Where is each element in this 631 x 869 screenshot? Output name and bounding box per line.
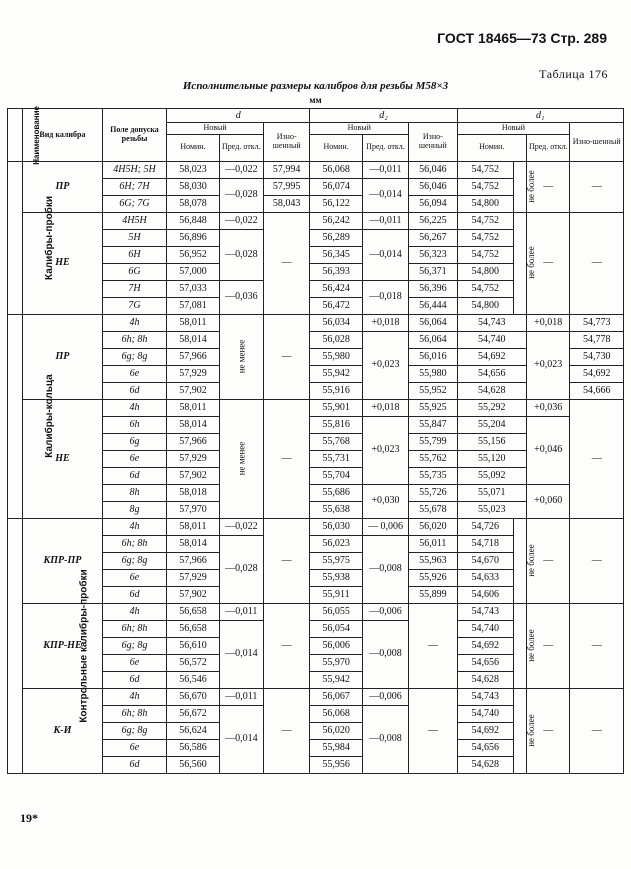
table-cell: 56,034: [310, 314, 362, 331]
table-cell: 6g; 8g: [102, 722, 167, 739]
table-cell: 54,628: [457, 671, 513, 688]
table-row: [8, 688, 624, 705]
units-label: мм: [309, 95, 322, 105]
table-cell: 56,006: [310, 637, 362, 654]
table-row: [8, 161, 624, 178]
table-cell: 6G: [102, 263, 167, 280]
page-header: ГОСТ 18465—73 Стр. 289: [437, 30, 607, 46]
table-cell: 56,046: [409, 161, 457, 178]
table-cell: —0,028: [219, 178, 263, 212]
table-cell: 54,726: [457, 518, 513, 535]
table-cell: 56,067: [310, 688, 362, 705]
table-cell: 56,424: [310, 280, 362, 297]
d-nom-header: Номин.: [167, 134, 219, 161]
table-cell: +0,018: [362, 314, 408, 331]
table-cell: 56,225: [409, 212, 457, 229]
gauge-type: КПР-НЕ: [23, 603, 103, 688]
table-cell: 55,963: [409, 552, 457, 569]
table-cell: 6h; 8h: [102, 331, 167, 348]
page-footer: 19*: [20, 811, 38, 825]
table-cell: 55,916: [310, 382, 362, 399]
table-cell: —: [263, 688, 309, 773]
table-cell: 54,740: [457, 331, 527, 348]
table-cell: 55,762: [409, 450, 457, 467]
table-cell: 57,000: [167, 263, 219, 280]
table-cell: 6d: [102, 382, 167, 399]
tol-header: Поле допуска резьбы: [102, 109, 167, 162]
table-cell: 56,122: [310, 195, 362, 212]
table-cell: 56,055: [310, 603, 362, 620]
table-cell: 58,023: [167, 161, 219, 178]
table-cell: 56,560: [167, 756, 219, 773]
table-cell: +0,046: [527, 416, 570, 484]
table-cell: 54,628: [457, 382, 527, 399]
table-cell: +0,036: [527, 399, 570, 416]
d1-new-header: Новый: [457, 123, 570, 135]
table-cell: 54,743: [457, 603, 513, 620]
d-pred-header: Пред. откл.: [219, 134, 263, 161]
table-row: Калибры-кольца ПР 4h 58,011 не менее — 56,034 +0,018 56,064 54,743 +0,018 54,773: [8, 314, 624, 331]
table-cell: —0,036: [219, 280, 263, 314]
table-cell: 55,768: [310, 433, 362, 450]
table-cell: 4h: [102, 399, 167, 416]
table-cell: 56,289: [310, 229, 362, 246]
table-cell: 54,743: [457, 688, 513, 705]
d2-header: d₂: [310, 109, 457, 123]
table-cell: —: [527, 161, 570, 212]
table-cell: 55,686: [310, 484, 362, 501]
table-cell: 56,624: [167, 722, 219, 739]
table-cell: —0,011: [219, 603, 263, 620]
table-cell: 6g: [102, 433, 167, 450]
table-cell: — 0,006: [362, 518, 408, 535]
d2-new-header: Новый: [310, 123, 409, 135]
table-cell: 54,606: [457, 586, 513, 603]
table-cell: 56,064: [409, 314, 457, 331]
table-cell: —: [570, 161, 624, 212]
table-cell: —: [409, 688, 457, 773]
note-cell: не более: [513, 161, 526, 212]
table-cell: —: [570, 518, 624, 603]
table-cell: 55,975: [310, 552, 362, 569]
table-cell: —0,028: [219, 229, 263, 280]
gauge-type: ПР: [23, 314, 103, 399]
table-cell: —: [527, 688, 570, 773]
table-cell: 54,752: [457, 178, 513, 195]
table-cell: —0,014: [362, 178, 408, 212]
table-cell: 56,016: [409, 348, 457, 365]
table-cell: 57,902: [167, 382, 219, 399]
table-cell: 56,586: [167, 739, 219, 756]
table-cell: 56,046: [409, 178, 457, 195]
table-cell: 6h: [102, 416, 167, 433]
table-cell: 56,323: [409, 246, 457, 263]
table-cell: 6e: [102, 569, 167, 586]
table-cell: 56,848: [167, 212, 219, 229]
table-cell: 6H: [102, 246, 167, 263]
table-cell: 4h: [102, 314, 167, 331]
table-cell: 55,735: [409, 467, 457, 484]
gauge-type: НЕ: [23, 399, 103, 518]
table-cell: 54,740: [457, 705, 513, 722]
table-cell: 7H: [102, 280, 167, 297]
table-cell: +0,018: [527, 314, 570, 331]
table-cell: 55,638: [310, 501, 362, 518]
table-cell: —0,018: [362, 280, 408, 314]
table-cell: 6d: [102, 467, 167, 484]
table-cell: 57,902: [167, 586, 219, 603]
note-cell: не более: [513, 603, 526, 688]
table-cell: 56,610: [167, 637, 219, 654]
group-label: Калибры-кольца: [8, 314, 23, 518]
table-cell: 6e: [102, 365, 167, 382]
table-cell: 55,731: [310, 450, 362, 467]
table-cell: 57,994: [263, 161, 309, 178]
table-cell: —: [527, 518, 570, 603]
table-cell: —: [263, 518, 309, 603]
table-cell: 56,896: [167, 229, 219, 246]
table-cell: 55,911: [310, 586, 362, 603]
table-cell: —0,022: [219, 212, 263, 229]
table-cell: 54,656: [457, 654, 513, 671]
group-label: Контрольные калибры-пробки: [8, 518, 23, 773]
header-row-1: [8, 109, 624, 123]
table-cell: —0,011: [362, 212, 408, 229]
table-cell: —: [263, 212, 309, 314]
table-cell: 6g; 8g: [102, 348, 167, 365]
table-cell: 56,094: [409, 195, 457, 212]
table-cell: 54,800: [457, 297, 513, 314]
table-cell: 55,925: [409, 399, 457, 416]
table-cell: —: [409, 603, 457, 688]
table-cell: 57,929: [167, 569, 219, 586]
d2-nom-header: Номин.: [310, 134, 362, 161]
table-cell: 56,068: [310, 705, 362, 722]
table-cell: 55,847: [409, 416, 457, 433]
table-cell: 58,018: [167, 484, 219, 501]
table-cell: —0,008: [362, 705, 408, 773]
table-cell: 54,752: [457, 212, 513, 229]
table-cell: 56,030: [310, 518, 362, 535]
table-cell: 55,952: [409, 382, 457, 399]
gauge-type: КПР-ПР: [23, 518, 103, 603]
table-cell: —: [570, 603, 624, 688]
table-cell: 54,752: [457, 280, 513, 297]
table-cell: 6e: [102, 739, 167, 756]
table-cell: 57,033: [167, 280, 219, 297]
gauge-type: К-И: [23, 688, 103, 773]
table-cell: 55,980: [409, 365, 457, 382]
table-cell: 5H: [102, 229, 167, 246]
d1-header: d₁: [457, 109, 623, 123]
table-cell: —0,011: [219, 688, 263, 705]
table-cell: 54,800: [457, 263, 513, 280]
table-cell: 54,656: [457, 739, 513, 756]
table-cell: 7G: [102, 297, 167, 314]
table-cell: 4h: [102, 603, 167, 620]
table-cell: +0,023: [362, 331, 408, 399]
table-cell: 58,014: [167, 535, 219, 552]
table-cell: 55,938: [310, 569, 362, 586]
table-cell: 56,068: [310, 161, 362, 178]
table-cell: 56,658: [167, 620, 219, 637]
table-cell: 57,970: [167, 501, 219, 518]
table-caption: Исполнительные размеры калибров для резьбы M58×3: [182, 80, 449, 92]
name-header: Наименование: [8, 109, 23, 162]
table-cell: 58,011: [167, 518, 219, 535]
table-cell: —0,008: [362, 535, 408, 603]
table-cell: —0,006: [362, 603, 408, 620]
table-cell: 55,704: [310, 467, 362, 484]
table-cell: 58,011: [167, 399, 219, 416]
note-cell: не более: [513, 688, 526, 773]
table-cell: 54,743: [457, 314, 527, 331]
table-cell: —: [527, 212, 570, 314]
table-cell: 54,752: [457, 229, 513, 246]
table-cell: —0,028: [219, 535, 263, 603]
table-cell: 4h: [102, 518, 167, 535]
table-cell: 55,984: [310, 739, 362, 756]
table-cell: —0,008: [362, 620, 408, 688]
table-cell: 54,628: [457, 756, 513, 773]
d-header: d: [167, 109, 310, 123]
table-cell: 54,718: [457, 535, 513, 552]
d1-worn-header: Изно-шенный: [570, 123, 624, 162]
table-cell: 6d: [102, 586, 167, 603]
table-cell: 54,692: [457, 348, 527, 365]
table-cell: 58,014: [167, 416, 219, 433]
table-cell: 57,929: [167, 450, 219, 467]
table-cell: 54,800: [457, 195, 513, 212]
table-cell: 56,371: [409, 263, 457, 280]
table-cell: —: [570, 399, 624, 518]
table-cell: 56,670: [167, 688, 219, 705]
table-cell: 55,956: [310, 756, 362, 773]
table-cell: 55,156: [457, 433, 527, 450]
table-cell: 58,030: [167, 178, 219, 195]
table-cell: 8g: [102, 501, 167, 518]
table-cell: 56,396: [409, 280, 457, 297]
table-cell: —0,014: [219, 620, 263, 688]
table-cell: 54,666: [570, 382, 624, 399]
table-cell: 54,778: [570, 331, 624, 348]
gauge-type: ПР: [23, 161, 103, 212]
table-cell: 58,043: [263, 195, 309, 212]
table-cell: —: [570, 688, 624, 773]
table-cell: 56,345: [310, 246, 362, 263]
table-cell: 55,970: [310, 654, 362, 671]
table-row: НЕ 4h 58,011 не менее — 55,901 +0,018 55,925 55,292 +0,036 —: [8, 399, 624, 416]
table-cell: 55,092: [457, 467, 527, 484]
table-cell: 55,678: [409, 501, 457, 518]
table-cell: 58,078: [167, 195, 219, 212]
table-cell: 54,692: [570, 365, 624, 382]
table-row: [8, 603, 624, 620]
table-cell: 56,023: [310, 535, 362, 552]
d2-pred-header: Пред. откл.: [362, 134, 408, 161]
table-cell: 55,926: [409, 569, 457, 586]
table-cell: 56,672: [167, 705, 219, 722]
table-cell: 57,929: [167, 365, 219, 382]
table-cell: 55,292: [457, 399, 527, 416]
note-cell: не более: [513, 212, 526, 314]
table-cell: 57,902: [167, 467, 219, 484]
note-cell: не более: [513, 518, 526, 603]
group-label: Калибры-пробки: [8, 161, 23, 314]
kal-header: Вид калибра: [23, 109, 103, 162]
table-cell: 55,901: [310, 399, 362, 416]
table-cell: 56,444: [409, 297, 457, 314]
table-cell: 56,267: [409, 229, 457, 246]
table-cell: 6h; 8h: [102, 535, 167, 552]
table-cell: —0,014: [219, 705, 263, 773]
table-cell: 54,656: [457, 365, 527, 382]
table-cell: 56,393: [310, 263, 362, 280]
table-cell: —: [263, 399, 309, 518]
table-cell: —: [570, 212, 624, 314]
table-cell: +0,018: [362, 399, 408, 416]
table-cell: 56,028: [310, 331, 362, 348]
table-cell: 57,081: [167, 297, 219, 314]
table-cell: —0,022: [219, 161, 263, 178]
table-cell: 54,692: [457, 637, 513, 654]
table-cell: 56,572: [167, 654, 219, 671]
table-cell: —: [263, 314, 309, 399]
table-cell: 56,546: [167, 671, 219, 688]
table-cell: 55,799: [409, 433, 457, 450]
table-cell: 56,472: [310, 297, 362, 314]
table-cell: 55,071: [457, 484, 527, 501]
table-cell: 4h: [102, 688, 167, 705]
table-cell: 6g; 8g: [102, 637, 167, 654]
table-cell: 54,752: [457, 161, 513, 178]
table-cell: —: [527, 603, 570, 688]
table-cell: 56,074: [310, 178, 362, 195]
table-cell: 55,120: [457, 450, 527, 467]
table-cell: 55,899: [409, 586, 457, 603]
table-cell: 56,952: [167, 246, 219, 263]
d-worn-header: Изно-шенный: [263, 123, 309, 162]
table-cell: 6g; 8g: [102, 552, 167, 569]
table-cell: 8h: [102, 484, 167, 501]
table-cell: 55,942: [310, 365, 362, 382]
table-cell: 6d: [102, 671, 167, 688]
table-cell: 55,204: [457, 416, 527, 433]
table-cell: 54,752: [457, 246, 513, 263]
table-cell: 57,966: [167, 348, 219, 365]
table-number: Таблица 176: [539, 67, 608, 81]
table-row: [8, 212, 624, 229]
table-cell: 54,773: [570, 314, 624, 331]
table-cell: +0,060: [527, 484, 570, 518]
table-cell: 6H; 7H: [102, 178, 167, 195]
gauge-dimensions-table: [7, 105, 624, 774]
table-cell: 56,064: [409, 331, 457, 348]
table-cell: —: [263, 603, 309, 688]
table-cell: 6G; 7G: [102, 195, 167, 212]
table-cell: —0,006: [362, 688, 408, 705]
table-cell: 54,730: [570, 348, 624, 365]
d-new-header: Новый: [167, 123, 264, 135]
table-cell: 56,054: [310, 620, 362, 637]
table-cell: 57,995: [263, 178, 309, 195]
table-cell: +0,030: [362, 484, 408, 518]
table-cell: 56,020: [409, 518, 457, 535]
d2-worn-header: Изно-шенный: [409, 123, 457, 162]
table-cell: 56,011: [409, 535, 457, 552]
table-cell: 55,980: [310, 348, 362, 365]
table-cell: 54,692: [457, 722, 513, 739]
table-cell: 57,966: [167, 552, 219, 569]
table-cell: +0,023: [362, 416, 408, 484]
table-cell: 58,014: [167, 331, 219, 348]
table-cell: —0,014: [362, 229, 408, 280]
table-cell: 55,942: [310, 671, 362, 688]
table-cell: 58,011: [167, 314, 219, 331]
table-cell: 6e: [102, 654, 167, 671]
table-cell: —0,011: [362, 161, 408, 178]
table-cell: 55,726: [409, 484, 457, 501]
table-cell: 56,658: [167, 603, 219, 620]
table-cell: 56,020: [310, 722, 362, 739]
table-cell: 6d: [102, 756, 167, 773]
table-row: [8, 518, 624, 535]
table-cell: +0,023: [527, 331, 570, 399]
table-cell: 56,242: [310, 212, 362, 229]
table-cell: 54,740: [457, 620, 513, 637]
table-cell: 55,023: [457, 501, 527, 518]
d1-pred-header: Пред. откл.: [527, 134, 570, 161]
d1-nom-header: Номин.: [457, 134, 527, 161]
table-cell: 54,670: [457, 552, 513, 569]
table-cell: 4H5H; 5H: [102, 161, 167, 178]
table-cell: 54,633: [457, 569, 513, 586]
table-cell: 4H5H: [102, 212, 167, 229]
gauge-type: НЕ: [23, 212, 103, 314]
table-cell: 6e: [102, 450, 167, 467]
table-cell: 6h; 8h: [102, 620, 167, 637]
table-cell: 6h; 8h: [102, 705, 167, 722]
table-cell: 55,816: [310, 416, 362, 433]
table-cell: 57,966: [167, 433, 219, 450]
table-cell: —0,022: [219, 518, 263, 535]
